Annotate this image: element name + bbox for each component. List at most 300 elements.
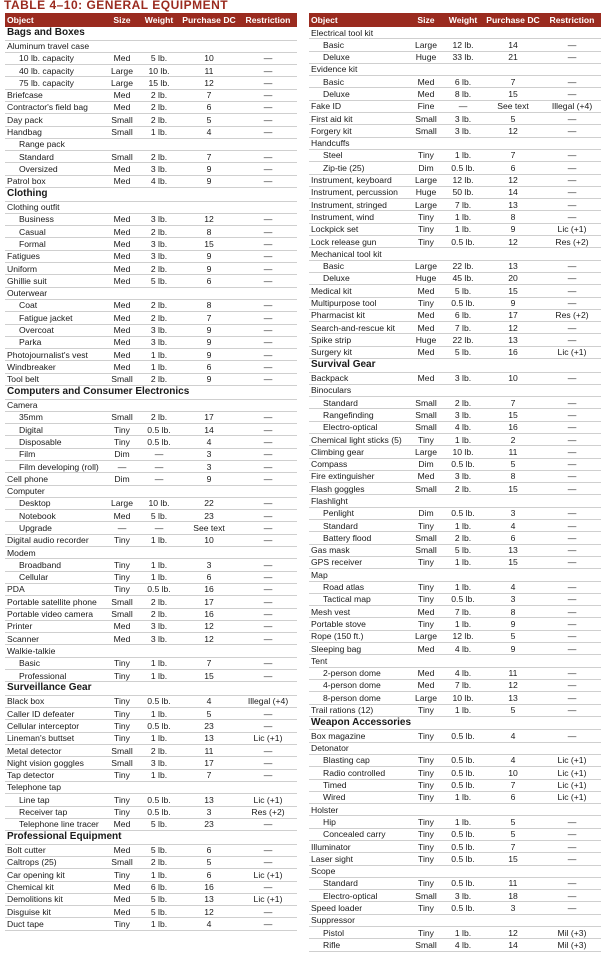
- cell-object: Deluxe: [309, 88, 409, 100]
- cell-purchase-dc: 9: [179, 163, 239, 175]
- cell-purchase-dc: 3: [483, 593, 543, 605]
- cell-weight: 12 lb.: [443, 39, 483, 51]
- cell-object: Fatigues: [5, 250, 105, 262]
- table-row: [5, 138, 297, 150]
- cell-purchase-dc: 13: [179, 732, 239, 744]
- cell-weight: 0.5 lb.: [443, 902, 483, 914]
- cell-restriction: Lic (+1): [239, 893, 297, 905]
- cell-weight: 1 lb.: [443, 434, 483, 446]
- cell-restriction: —: [239, 534, 297, 546]
- table-row: [309, 260, 601, 272]
- cell-purchase-dc: [483, 804, 543, 816]
- cell-purchase-dc: 7: [179, 312, 239, 324]
- cell-restriction: —: [239, 213, 297, 225]
- table-row: [309, 297, 601, 309]
- cell-object: Portable stove: [309, 618, 409, 630]
- table-row: [5, 238, 297, 250]
- cell-purchase-dc: 13: [483, 692, 543, 704]
- cell-restriction: —: [239, 633, 297, 645]
- cell-object: Contractor's field bag: [5, 101, 105, 113]
- cell-restriction: —: [543, 434, 601, 446]
- table-row: [309, 606, 601, 618]
- cell-purchase-dc: [179, 201, 239, 213]
- cell-size: Tiny: [409, 779, 443, 791]
- cell-object: Rope (150 ft.): [309, 630, 409, 642]
- cell-object: GPS receiver: [309, 556, 409, 568]
- cell-object: Printer: [5, 620, 105, 632]
- table-row: [5, 151, 297, 163]
- cell-restriction: Res (+2): [543, 236, 601, 248]
- table-row: [309, 618, 601, 630]
- cell-size: Med: [409, 667, 443, 679]
- table-title: TABLE 4–10: GENERAL EQUIPMENT: [4, 0, 229, 12]
- cell-purchase-dc: 7: [179, 151, 239, 163]
- cell-size: Tiny: [409, 593, 443, 605]
- section-title: Weapon Accessories: [309, 716, 601, 730]
- cell-size: Tiny: [409, 927, 443, 939]
- cell-size: Med: [105, 52, 139, 64]
- table-row: [309, 236, 601, 248]
- cell-purchase-dc: 6: [483, 791, 543, 803]
- cell-restriction: —: [543, 532, 601, 544]
- cell-object: Clothing outfit: [5, 201, 105, 213]
- cell-purchase-dc: 6: [179, 275, 239, 287]
- cell-restriction: Lic (+1): [543, 791, 601, 803]
- cell-object: Pharmacist kit: [309, 309, 409, 321]
- cell-size: Tiny: [105, 769, 139, 781]
- cell-weight: 10 lb.: [443, 446, 483, 458]
- equipment-table-left: [5, 13, 297, 931]
- cell-object: Night vision goggles: [5, 757, 105, 769]
- cell-object: Patrol box: [5, 175, 105, 187]
- cell-object: Rifle: [309, 939, 409, 951]
- cell-object: Surgery kit: [309, 346, 409, 358]
- table-row: [309, 51, 601, 63]
- cell-size: Med: [105, 299, 139, 311]
- table-row: [5, 461, 297, 473]
- cell-purchase-dc: [483, 914, 543, 926]
- cell-restriction: [543, 865, 601, 877]
- table-row: [5, 720, 297, 732]
- table-row: [309, 421, 601, 433]
- cell-size: Med: [105, 906, 139, 918]
- table-row: [5, 818, 297, 830]
- cell-weight: [139, 781, 179, 793]
- cell-purchase-dc: 6: [179, 844, 239, 856]
- cell-restriction: —: [239, 608, 297, 620]
- table-row: [5, 448, 297, 460]
- cell-object: Gas mask: [309, 544, 409, 556]
- cell-weight: 0.5 lb.: [139, 583, 179, 595]
- cell-restriction: Res (+2): [239, 806, 297, 818]
- cell-restriction: —: [239, 461, 297, 473]
- cell-object: Aluminum travel case: [5, 40, 105, 52]
- cell-weight: 1 lb.: [139, 571, 179, 583]
- cell-purchase-dc: 5: [483, 113, 543, 125]
- cell-object: Lockpick set: [309, 223, 409, 235]
- cell-purchase-dc: 20: [483, 272, 543, 284]
- cell-restriction: —: [543, 162, 601, 174]
- cell-size: Small: [409, 483, 443, 495]
- cell-purchase-dc: [483, 865, 543, 877]
- table-row: [309, 593, 601, 605]
- cell-object: Desktop: [5, 497, 105, 509]
- cell-object: Tool belt: [5, 373, 105, 385]
- table-row: [309, 804, 601, 816]
- cell-weight: 0.5 lb.: [443, 593, 483, 605]
- cell-restriction: [543, 137, 601, 149]
- cell-restriction: Illegal (+4): [543, 100, 601, 112]
- cell-restriction: —: [239, 583, 297, 595]
- cell-object: Business: [5, 213, 105, 225]
- cell-restriction: —: [239, 250, 297, 262]
- cell-object: Chemical light sticks (5): [309, 434, 409, 446]
- cell-size: Med: [409, 372, 443, 384]
- table-row: [309, 76, 601, 88]
- cell-object: Modem: [5, 547, 105, 559]
- right-column: [309, 13, 601, 952]
- header-row: [309, 13, 601, 27]
- cell-size: Small: [409, 125, 443, 137]
- cell-purchase-dc: 4: [179, 126, 239, 138]
- cell-weight: [139, 287, 179, 299]
- table-body-right: [309, 27, 601, 951]
- cell-purchase-dc: 17: [179, 596, 239, 608]
- cell-size: Large: [409, 630, 443, 642]
- cell-restriction: —: [543, 667, 601, 679]
- table-row: [309, 113, 601, 125]
- cell-purchase-dc: [483, 27, 543, 39]
- cell-purchase-dc: 13: [179, 893, 239, 905]
- cell-restriction: —: [239, 856, 297, 868]
- cell-weight: 0.5 lb.: [139, 424, 179, 436]
- cell-object: Parka: [5, 336, 105, 348]
- cell-object: Tactical map: [309, 593, 409, 605]
- cell-object: Rangefinding: [309, 409, 409, 421]
- cell-object: Briefcase: [5, 89, 105, 101]
- cell-restriction: —: [239, 918, 297, 930]
- cell-size: Tiny: [409, 841, 443, 853]
- cell-object: Basic: [309, 76, 409, 88]
- cell-object: 10 lb. capacity: [5, 52, 105, 64]
- cell-restriction: Lic (+1): [239, 794, 297, 806]
- cell-restriction: —: [239, 473, 297, 485]
- cell-weight: 6 lb.: [443, 76, 483, 88]
- cell-weight: 2 lb.: [139, 745, 179, 757]
- table-row: [5, 65, 297, 77]
- cell-object: Film developing (roll): [5, 461, 105, 473]
- cell-weight: —: [443, 100, 483, 112]
- cell-restriction: —: [543, 816, 601, 828]
- cell-object: Fatigue jacket: [5, 312, 105, 324]
- cell-size: Tiny: [409, 902, 443, 914]
- table-row: [309, 27, 601, 39]
- table-row: [309, 248, 601, 260]
- cell-size: Huge: [409, 272, 443, 284]
- cell-weight: 22 lb.: [443, 334, 483, 346]
- cell-size: Tiny: [105, 559, 139, 571]
- cell-restriction: [543, 742, 601, 754]
- cell-weight: 2 lb.: [139, 856, 179, 868]
- cell-weight: 2 lb.: [139, 263, 179, 275]
- cell-weight: 0.5 lb.: [443, 853, 483, 865]
- cell-weight: —: [139, 522, 179, 534]
- cell-weight: 2 lb.: [139, 101, 179, 113]
- cell-purchase-dc: 9: [179, 336, 239, 348]
- cell-size: Tiny: [409, 434, 443, 446]
- cell-size: Large: [105, 65, 139, 77]
- cell-purchase-dc: 7: [483, 841, 543, 853]
- cell-weight: 0.5 lb.: [139, 806, 179, 818]
- cell-object: Steel: [309, 149, 409, 161]
- cell-object: Demolitions kit: [5, 893, 105, 905]
- cell-object: Computer: [5, 485, 105, 497]
- cell-purchase-dc: 16: [179, 608, 239, 620]
- cell-size: Tiny: [105, 670, 139, 682]
- cell-restriction: —: [543, 828, 601, 840]
- cell-purchase-dc: 12: [483, 174, 543, 186]
- cell-restriction: —: [543, 372, 601, 384]
- cell-size: Med: [105, 844, 139, 856]
- cell-object: Sleeping bag: [309, 643, 409, 655]
- cell-restriction: —: [239, 163, 297, 175]
- cell-size: Dim: [409, 458, 443, 470]
- cell-size: Med: [105, 226, 139, 238]
- cell-size: Med: [105, 818, 139, 830]
- cell-purchase-dc: 14: [483, 39, 543, 51]
- cell-weight: 1 lb.: [443, 149, 483, 161]
- cell-size: Tiny: [105, 732, 139, 744]
- cell-purchase-dc: 7: [179, 769, 239, 781]
- table-row: [5, 213, 297, 225]
- cell-size: [105, 547, 139, 559]
- cell-restriction: —: [543, 334, 601, 346]
- cell-restriction: —: [239, 89, 297, 101]
- cell-size: Tiny: [105, 720, 139, 732]
- cell-weight: [139, 485, 179, 497]
- cell-size: [105, 138, 139, 150]
- cell-purchase-dc: 16: [179, 881, 239, 893]
- cell-object: Professional: [5, 670, 105, 682]
- cell-weight: 1 lb.: [139, 559, 179, 571]
- cell-object: Ghillie suit: [5, 275, 105, 287]
- cell-weight: 10 lb.: [443, 692, 483, 704]
- cell-size: Tiny: [409, 828, 443, 840]
- cell-weight: [443, 137, 483, 149]
- cell-restriction: —: [543, 285, 601, 297]
- cell-purchase-dc: 17: [179, 757, 239, 769]
- cell-object: Chemical kit: [5, 881, 105, 893]
- cell-restriction: [239, 287, 297, 299]
- cell-object: Laser sight: [309, 853, 409, 865]
- cell-purchase-dc: 12: [179, 620, 239, 632]
- cell-restriction: —: [543, 730, 601, 742]
- cell-size: Tiny: [409, 149, 443, 161]
- cell-weight: [443, 865, 483, 877]
- cell-purchase-dc: 17: [483, 309, 543, 321]
- cell-restriction: —: [543, 692, 601, 704]
- cell-purchase-dc: 6: [179, 101, 239, 113]
- cell-restriction: —: [239, 510, 297, 522]
- cell-object: Trail rations (12): [309, 704, 409, 716]
- cell-size: Tiny: [409, 236, 443, 248]
- cell-weight: —: [139, 473, 179, 485]
- cell-object: 4-person dome: [309, 679, 409, 691]
- cell-weight: 3 lb.: [443, 372, 483, 384]
- header-restriction: Restriction: [239, 13, 297, 27]
- cell-restriction: —: [239, 299, 297, 311]
- cell-restriction: [239, 485, 297, 497]
- cell-size: [105, 645, 139, 657]
- cell-restriction: —: [543, 606, 601, 618]
- cell-size: Fine: [409, 100, 443, 112]
- cell-object: Instrument, percussion: [309, 186, 409, 198]
- table-row: [5, 473, 297, 485]
- cell-size: Tiny: [409, 730, 443, 742]
- cell-weight: 5 lb.: [139, 818, 179, 830]
- cell-size: Small: [105, 114, 139, 126]
- cell-size: Dim: [105, 448, 139, 460]
- cell-object: Basic: [309, 39, 409, 51]
- cell-restriction: —: [543, 483, 601, 495]
- cell-object: Deluxe: [309, 272, 409, 284]
- table-row: [309, 186, 601, 198]
- cell-restriction: —: [543, 39, 601, 51]
- cell-size: Small: [105, 126, 139, 138]
- cell-weight: [443, 742, 483, 754]
- cell-purchase-dc: 4: [179, 695, 239, 707]
- table-row: [309, 679, 601, 691]
- table-row: [5, 645, 297, 657]
- cell-weight: 1 lb.: [139, 534, 179, 546]
- section-title: Clothing: [5, 188, 297, 202]
- cell-size: Med: [105, 620, 139, 632]
- cell-size: Small: [105, 411, 139, 423]
- cell-restriction: Lic (+1): [239, 732, 297, 744]
- table-row: [5, 571, 297, 583]
- table-row: [5, 349, 297, 361]
- cell-weight: [139, 40, 179, 52]
- cell-object: Blasting cap: [309, 754, 409, 766]
- cell-size: [409, 655, 443, 667]
- table-row: [5, 361, 297, 373]
- cell-restriction: [543, 804, 601, 816]
- cell-size: Tiny: [105, 534, 139, 546]
- table-row: [309, 272, 601, 284]
- cell-object: Tent: [309, 655, 409, 667]
- cell-restriction: —: [239, 448, 297, 460]
- cell-object: Holster: [309, 804, 409, 816]
- cell-weight: 0.5 lb.: [443, 162, 483, 174]
- cell-restriction: —: [239, 411, 297, 423]
- cell-weight: 4 lb.: [443, 643, 483, 655]
- cell-object: Uniform: [5, 263, 105, 275]
- cell-size: Small: [409, 421, 443, 433]
- cell-object: Wired: [309, 791, 409, 803]
- cell-restriction: —: [239, 436, 297, 448]
- cell-weight: 2 lb.: [443, 397, 483, 409]
- table-row: [5, 745, 297, 757]
- cell-weight: 1 lb.: [139, 869, 179, 881]
- cell-size: Small: [409, 397, 443, 409]
- table-row: [309, 446, 601, 458]
- cell-restriction: Lic (+1): [543, 767, 601, 779]
- cell-restriction: —: [239, 275, 297, 287]
- table-row: [309, 211, 601, 223]
- header-purchase-dc: Purchase DC: [179, 13, 239, 27]
- cell-size: [409, 914, 443, 926]
- cell-object: Formal: [5, 238, 105, 250]
- cell-restriction: —: [239, 844, 297, 856]
- table-row: [309, 100, 601, 112]
- table-row: [309, 767, 601, 779]
- cell-restriction: —: [543, 679, 601, 691]
- cell-restriction: —: [543, 446, 601, 458]
- cell-purchase-dc: [179, 287, 239, 299]
- cell-weight: 1 lb.: [139, 670, 179, 682]
- cell-size: [105, 201, 139, 213]
- cell-weight: 10 lb.: [139, 65, 179, 77]
- cell-purchase-dc: 5: [483, 816, 543, 828]
- cell-restriction: —: [239, 226, 297, 238]
- cell-object: Basic: [309, 260, 409, 272]
- cell-purchase-dc: 9: [179, 473, 239, 485]
- cell-object: Instrument, stringed: [309, 199, 409, 211]
- cell-purchase-dc: 13: [483, 334, 543, 346]
- cell-restriction: —: [239, 571, 297, 583]
- cell-weight: 5 lb.: [443, 285, 483, 297]
- cell-restriction: Lic (+1): [543, 779, 601, 791]
- cell-object: Spike strip: [309, 334, 409, 346]
- cell-size: Small: [105, 151, 139, 163]
- cell-restriction: —: [543, 902, 601, 914]
- cell-size: [409, 742, 443, 754]
- cell-weight: 3 lb.: [443, 409, 483, 421]
- cell-restriction: —: [239, 657, 297, 669]
- cell-object: Backpack: [309, 372, 409, 384]
- cell-purchase-dc: 9: [179, 175, 239, 187]
- cell-weight: 0.5 lb.: [443, 767, 483, 779]
- cell-object: Caltrops (25): [5, 856, 105, 868]
- cell-purchase-dc: 14: [483, 939, 543, 951]
- cell-purchase-dc: 7: [483, 779, 543, 791]
- cell-object: 75 lb. capacity: [5, 77, 105, 89]
- cell-weight: [139, 399, 179, 411]
- cell-purchase-dc: 4: [483, 581, 543, 593]
- cell-size: Large: [105, 77, 139, 89]
- cell-purchase-dc: 7: [483, 149, 543, 161]
- cell-purchase-dc: 11: [179, 745, 239, 757]
- cell-purchase-dc: [179, 485, 239, 497]
- cell-object: 2-person dome: [309, 667, 409, 679]
- cell-weight: [443, 914, 483, 926]
- cell-restriction: [239, 645, 297, 657]
- cell-purchase-dc: 4: [483, 754, 543, 766]
- cell-purchase-dc: 7: [483, 76, 543, 88]
- cell-object: Illuminator: [309, 841, 409, 853]
- cell-purchase-dc: 10: [179, 534, 239, 546]
- cell-size: Med: [105, 893, 139, 905]
- cell-object: Overcoat: [5, 324, 105, 336]
- cell-purchase-dc: 13: [483, 544, 543, 556]
- cell-size: [409, 248, 443, 260]
- cell-weight: [443, 495, 483, 507]
- table-row: [309, 162, 601, 174]
- cell-size: Large: [105, 497, 139, 509]
- cell-restriction: —: [543, 704, 601, 716]
- cell-size: Med: [409, 643, 443, 655]
- table-row: [5, 608, 297, 620]
